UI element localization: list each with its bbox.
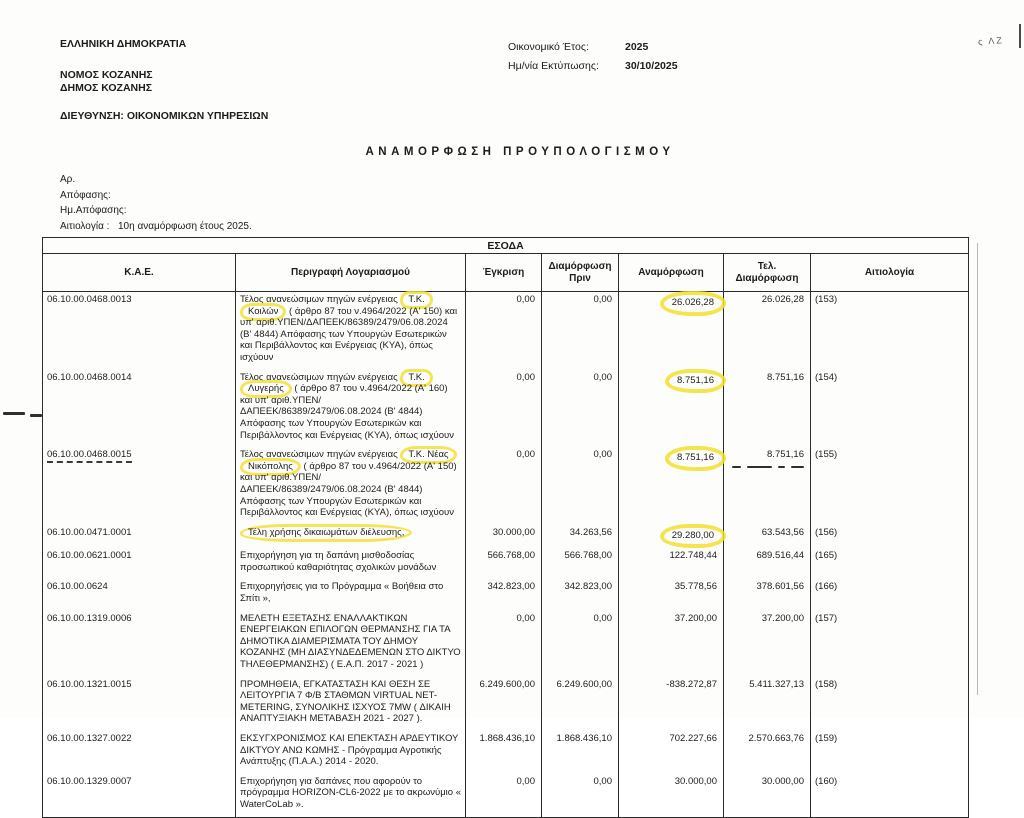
table-row xyxy=(43,525,969,549)
justification-ref-cell: (166) xyxy=(811,579,969,610)
account-description-cell xyxy=(236,548,466,579)
description-text: Επιχορήγηση για τη δαπάνη μισθοδοσίας προσωπικού καθαριότητας σχολικών μονάδων xyxy=(240,550,437,573)
kae-code: 06.10.00.1329.0007 xyxy=(47,775,132,787)
justification-ref-cell: (159) xyxy=(811,731,969,774)
approved-amount-cell: 0,00 xyxy=(466,370,542,448)
decision-date-label: Ημ.Απόφασης: xyxy=(60,205,127,216)
approved-amount-cell: 342.823,00 xyxy=(466,579,542,610)
amendment-amount-cell: 35.778,56 xyxy=(619,579,724,610)
final-formation-amount-cell: 26.026,28 xyxy=(724,292,811,370)
agency-line-directorate: ΔΙΕΥΘΥΝΣΗ: ΟΙΚΟΝΟΜΙΚΩΝ ΥΠΗΡΕΣΙΩΝ xyxy=(60,110,269,122)
pen-dash-margin-2 xyxy=(30,414,42,417)
justification-ref-cell: (160) xyxy=(811,774,969,817)
kae-code-cell xyxy=(43,370,236,448)
print-date-label: Ημ/νία Εκτύπωσης: xyxy=(508,60,599,72)
description-text: ( άρθρο 87 του ν.4964/2022 (Α' 160) και υπ' αριθ.ΥΠΕΝ/ΔΑΠΕΕΚ/86389/2479/06.08.2024 (Β' 4844) Απόφασης των Υπουργών Εσωτερικών και Περιβάλλοντος και Ενέργειας (ΚΥΑ), όπως ισχύουν xyxy=(240,383,454,441)
formation-before-amount-cell: 0,00 xyxy=(542,447,619,525)
description-text: ΠΡΟΜΗΘΕΙΑ, ΕΓΚΑΤΑΣΤΑΣΗ ΚΑΙ ΘΕΣΗ ΣΕ ΛΕΙΤΟΥΡΓΙΑ 7 Φ/Β ΣΤΑΘΜΩΝ VIRTUAL NET- METERING, ΣΥΝΟΛΙΚΗΣ ΙΣΧΥΟΣ 7MW ( ΔΙΚΑΙΗ ΑΝΑΠΤΥΞΙΑΚΗ ΜΕΤΑΒΑΣΗ 2021 - 2027 ). xyxy=(240,678,451,725)
kae-code-cell xyxy=(43,447,236,525)
final-formation-amount-cell: 378.601,56 xyxy=(724,579,811,610)
section-title: ΕΣΟΔΑ xyxy=(43,238,969,254)
highlighter-circled-amount: 8.751,16 xyxy=(665,369,726,394)
final-formation-amount-cell: 30.000,00 xyxy=(724,774,811,817)
agency-line-prefecture: ΝΟΜΟΣ ΚΟΖΑΝΗΣ xyxy=(60,69,153,81)
agency-line-municipality: ΔΗΜΟΣ ΚΟΖΑΝΗΣ xyxy=(60,82,152,94)
amendment-amount-cell: 122.748,44 xyxy=(619,548,724,579)
description-text: Τέλος ανανεώσιμων πηγών ενέργειας xyxy=(240,449,401,461)
highlighter-circle-mark: Τέλη χρήσης δικαιωμάτων διέλευσης, xyxy=(240,524,412,542)
pen-dash xyxy=(778,466,785,468)
table-row xyxy=(43,447,969,525)
final-formation-amount-cell: 8.751,16 xyxy=(724,447,811,525)
formation-before-amount-cell: 0,00 xyxy=(542,774,619,817)
account-description-cell xyxy=(236,579,466,610)
justification-ref-cell: (155) xyxy=(811,447,969,525)
kae-code-cell xyxy=(43,774,236,817)
column-header-5: Τελ. Διαμόρφωση xyxy=(724,254,811,292)
column-header-4: Αναμόρφωση xyxy=(619,254,724,292)
fiscal-year-value: 2025 xyxy=(625,41,649,53)
account-description-cell xyxy=(236,525,466,549)
column-header-6: Αιτιολογία xyxy=(811,254,969,292)
highlighter-circle-mark: Τ.Κ. Κοιλών xyxy=(240,291,433,321)
column-header-0: Κ.Α.Ε. xyxy=(43,254,236,292)
kae-code: 06.10.00.0468.0014 xyxy=(47,371,132,383)
final-formation-amount-cell: 689.516,44 xyxy=(724,548,811,579)
decision-number-label: Αρ. Απόφασης: xyxy=(60,174,111,201)
table-row xyxy=(43,292,969,370)
kae-code: 06.10.00.0471.0001 xyxy=(47,526,132,538)
decision-block xyxy=(60,172,252,234)
pen-dash-strokes xyxy=(732,466,804,468)
description-text: Τέλος ανανεώσιμων πηγών ενέργειας xyxy=(240,294,401,305)
kae-code-cell xyxy=(43,292,236,370)
kae-code-cell xyxy=(43,611,236,677)
table-row xyxy=(43,370,969,448)
kae-code-cell xyxy=(43,548,236,579)
final-formation-amount-cell: 37.200,00 xyxy=(724,611,811,677)
highlighter-circle-mark: Τ.Κ. Νέας Νικόπολης xyxy=(240,446,457,476)
kae-code: 06.10.00.1319.0006 xyxy=(47,612,132,624)
justification-ref-cell: (158) xyxy=(811,677,969,731)
kae-code-cell xyxy=(43,579,236,610)
description-text: ( άρθρο 87 του ν.4964/2022 (Α' 150) και υπ' αριθ.ΥΠΕΝ/ΔΑΠΕΕΚ/86389/2479/06.08.2024 (Β' 4844) Απόφασης των Υπουργών Εσωτερικών και Περιβάλλοντος και Ενέργειας (ΚΥΑ), όπως ισχύουν xyxy=(240,460,457,519)
column-header-3: Διαμόρφωση Πριν xyxy=(542,254,619,292)
approved-amount-cell: 30.000,00 xyxy=(466,525,542,549)
reason-value: 10η αναμόρφωση έτους 2025. xyxy=(118,220,252,232)
final-formation-amount-cell: 5.411.327,13 xyxy=(724,677,811,731)
kae-code-cell xyxy=(43,677,236,731)
scan-artifact-line-right xyxy=(977,243,978,695)
highlighter-circle-mark: Τ.Κ. Λυγερής xyxy=(240,369,433,399)
table-row xyxy=(43,611,969,677)
kae-code: 06.10.00.0468.0013 xyxy=(47,294,132,305)
fiscal-year-label: Οικονομικό Έτος: xyxy=(508,41,589,53)
amendment-amount-cell xyxy=(619,525,724,549)
reason-label: Αιτιολογία : xyxy=(60,220,110,232)
kae-code: 06.10.00.0624 xyxy=(47,581,108,593)
highlighter-circled-amount: 26.026,28 xyxy=(660,291,726,316)
approved-amount-cell: 1.868.436,10 xyxy=(466,731,542,774)
page-title: ΑΝΑΜΟΡΦΩΣΗ ΠΡΟΥΠΟΛΟΓΙΣΜΟΥ xyxy=(365,146,675,158)
approved-amount-cell: 566.768,00 xyxy=(466,548,542,579)
formation-before-amount-cell: 1.868.436,10 xyxy=(542,731,619,774)
amendment-amount-cell: 702.227,66 xyxy=(619,731,724,774)
description-text: ΜΕΛΕΤΗ ΕΞΕΤΑΣΗΣ ΕΝΑΛΛΑΚΤΙΚΩΝ ΕΝΕΡΓΕΙΑΚΩΝ ΕΠΙΛΟΓΩΝ ΘΕΡΜΑΝΣΗΣ ΓΙΑ ΤΑ ΔΗΜΟΤΙΚΑ ΔΙΑΜΕΡΙΣΜΑΤΑ ΤΟΥ ΔΗΜΟΥ ΚΟΖΑΝΗΣ (ΜΗ ΔΙΑΣΥΝΔΕΔΕΜΕΝΩΝ ΣΤΟ ΔΙΚΤΥΟ ΤΗΛΕΘΕΡΜΑΝΣΗΣ) ( Ε.Α.Π. 2017 - 2021 ) xyxy=(240,612,461,671)
kae-code-cell xyxy=(43,731,236,774)
approved-amount-cell: 0,00 xyxy=(466,447,542,525)
highlighter-circled-amount: 29.280,00 xyxy=(660,524,726,549)
amendment-amount-cell xyxy=(619,370,724,448)
description-text: Επιχορηγήσεις για το Πρόγραμμα « Βοήθεια στο Σπίτι », xyxy=(240,581,444,605)
description-text: ( άρθρο 87 του ν.4964/2022 (Α' 150) και υπ' αριθ.ΥΠΕΝ/ΔΑΠΕΕΚ/86389/2479/06.08.2024 (Β' 4844) Απόφασης των Υπουργών Εσωτερικών και Περιβάλλοντος και Ενέργειας (ΚΥΑ), όπως ισχύουν xyxy=(240,305,458,363)
column-header-row xyxy=(43,254,969,292)
pen-dash xyxy=(747,466,772,468)
table-row xyxy=(43,579,969,610)
account-description-cell xyxy=(236,292,466,370)
formation-before-amount-cell: 0,00 xyxy=(542,292,619,370)
scan-artifact-line-top xyxy=(1019,24,1021,48)
kae-code: 06.10.00.1321.0015 xyxy=(47,678,132,690)
table-row xyxy=(43,731,969,774)
description-text: Επιχορήγηση για δαπάνες που αφορούν το πρόγραμμα HORIZON-CL6-2022 με το ακρωνύμιο « WaterCoLab ». xyxy=(240,775,461,810)
description-text: ΕΚΣΥΓΧΡΟΝΙΣΜΟΣ ΚΑΙ ΕΠΕΚΤΑΣΗ ΑΡΔΕΥΤΙΚΟΥ ΔΙΚΤΥΟΥ ΑΝΩ ΚΩΜΗΣ - Πρόγραμμα Αγροτικής Ανάπτυξης (Π.Α.Α.) 2014 - 2020. xyxy=(240,733,459,768)
approved-amount-cell: 0,00 xyxy=(466,292,542,370)
column-header-1: Περιγραφή Λογαριασμού xyxy=(236,254,466,292)
justification-ref-cell: (165) xyxy=(811,548,969,579)
column-header-2: Έγκριση xyxy=(466,254,542,292)
table-row xyxy=(43,677,969,731)
formation-before-amount-cell: 0,00 xyxy=(542,370,619,448)
pen-dash xyxy=(732,466,741,468)
agency-line-republic: ΕΛΛΗΝΙΚΗ ΔΗΜΟΚΡΑΤΙΑ xyxy=(60,38,187,50)
formation-before-amount-cell: 0,00 xyxy=(542,611,619,677)
approved-amount-cell: 0,00 xyxy=(466,611,542,677)
amendment-amount-cell: 30.000,00 xyxy=(619,774,724,817)
final-formation-amount-cell: 2.570.663,76 xyxy=(724,731,811,774)
pen-dash-margin-1 xyxy=(3,412,25,415)
kae-code-cell xyxy=(43,525,236,549)
approved-amount-cell: 6.249.600,00 xyxy=(466,677,542,731)
account-description-cell xyxy=(236,774,466,817)
justification-ref-cell: (156) xyxy=(811,525,969,549)
document-meta xyxy=(508,38,678,76)
justification-ref-cell: (157) xyxy=(811,611,969,677)
print-date-value: 30/10/2025 xyxy=(625,60,678,72)
kae-code: 06.10.00.0468.0015 xyxy=(47,449,132,463)
description-text: Τέλος ανανεώσιμων πηγών ενέργειας xyxy=(240,371,401,383)
pen-dash xyxy=(791,466,804,468)
justification-ref-cell: (154) xyxy=(811,370,969,448)
account-description-cell xyxy=(236,731,466,774)
table-row xyxy=(43,548,969,579)
kae-code: 06.10.00.0621.0001 xyxy=(47,550,132,562)
kae-code: 06.10.00.1327.0022 xyxy=(47,733,132,744)
agency-header xyxy=(60,38,268,123)
amendment-amount-cell xyxy=(619,447,724,525)
formation-before-amount-cell: 342.823,00 xyxy=(542,579,619,610)
table-row xyxy=(43,774,969,817)
account-description-cell xyxy=(236,677,466,731)
account-description-cell xyxy=(236,370,466,448)
account-description-cell xyxy=(236,611,466,677)
budget-table-wrap xyxy=(42,237,968,818)
final-formation-amount-cell: 8.751,16 xyxy=(724,370,811,448)
justification-ref-cell: (153) xyxy=(811,292,969,370)
formation-before-amount-cell: 34.263,56 xyxy=(542,525,619,549)
budget-table xyxy=(42,237,969,818)
account-description-cell xyxy=(236,447,466,525)
formation-before-amount-cell: 6.249.600,00 xyxy=(542,677,619,731)
approved-amount-cell: 0,00 xyxy=(466,774,542,817)
formation-before-amount-cell: 566.768,00 xyxy=(542,548,619,579)
section-header-row xyxy=(43,238,969,254)
amendment-amount-cell: 37.200,00 xyxy=(619,611,724,677)
amendment-amount-cell: -838.272,87 xyxy=(619,677,724,731)
highlighter-circled-amount: 8.751,16 xyxy=(665,446,726,471)
handwritten-corner-mark: ς ΛΖ xyxy=(977,35,1005,47)
amendment-amount-cell xyxy=(619,292,724,370)
final-formation-amount-cell: 63.543,56 xyxy=(724,525,811,549)
